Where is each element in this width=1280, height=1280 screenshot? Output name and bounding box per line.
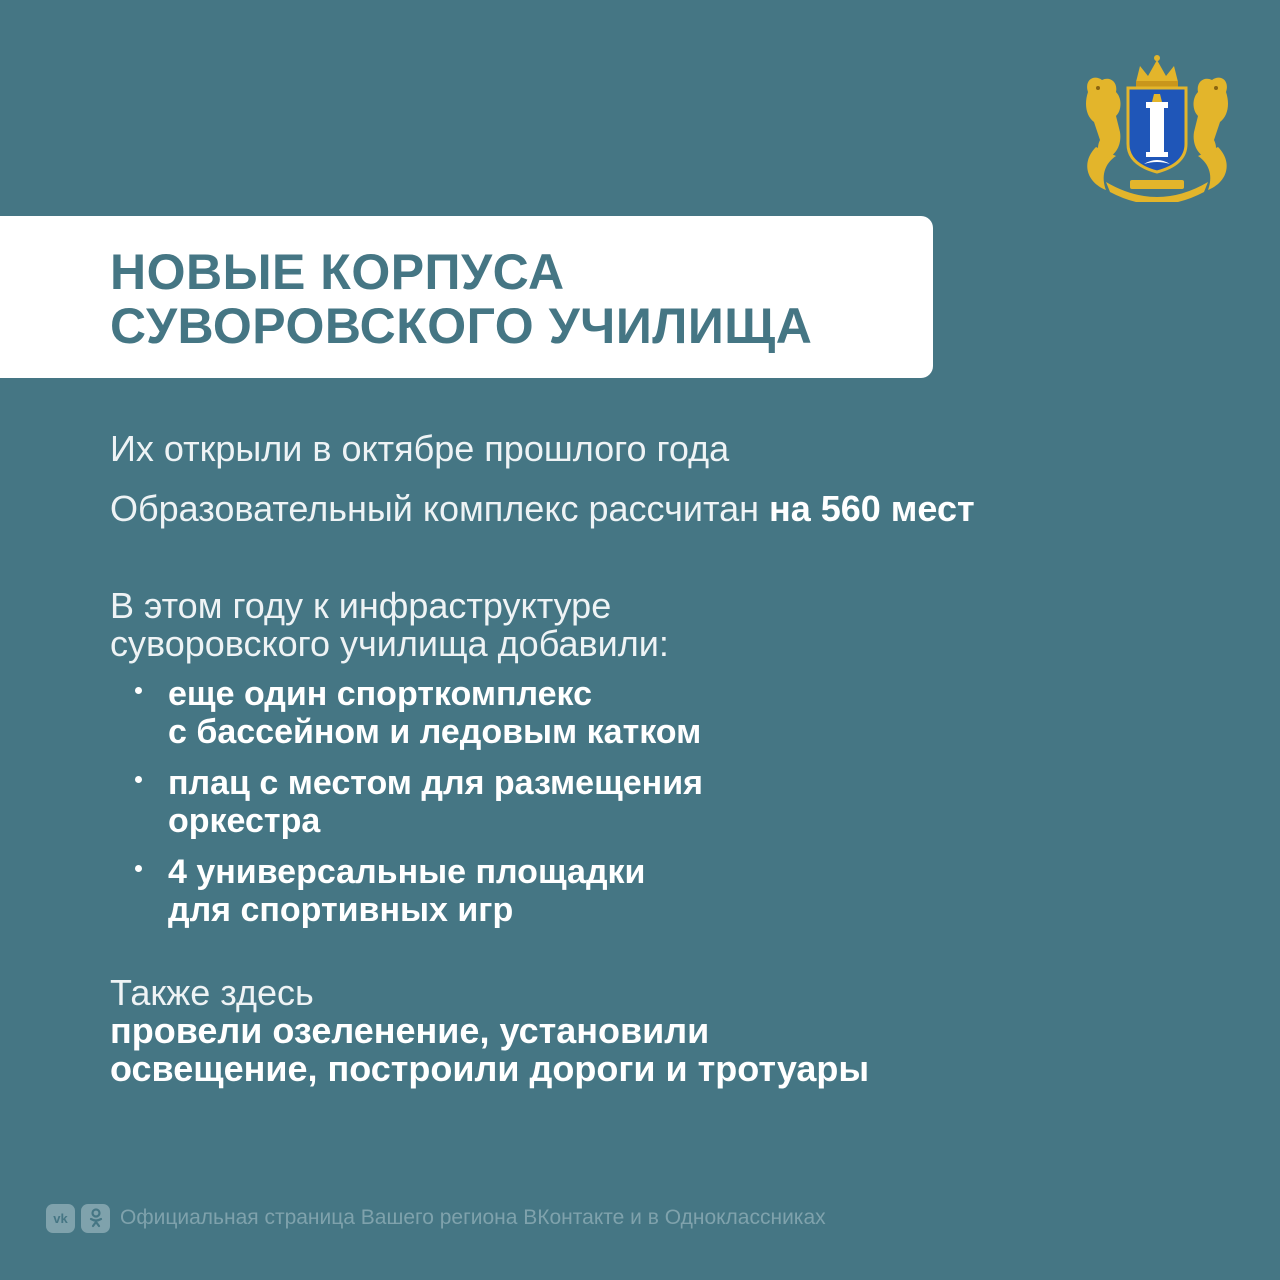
capacity-label: Образовательный комплекс рассчитан	[110, 488, 769, 529]
capacity-text	[110, 490, 975, 528]
list-item-line-1: 4 универсальные площадки	[168, 853, 646, 891]
bullet-icon	[135, 776, 142, 783]
list-item	[110, 853, 1010, 929]
closing-prefix: Также здесь	[110, 972, 314, 1013]
footer-text: Официальная страница Вашего региона ВКонтакте и в Одноклассниках	[120, 1206, 826, 1229]
list-item	[110, 764, 1010, 840]
vk-icon[interactable]: vk	[46, 1204, 75, 1233]
infrastructure-intro	[110, 587, 669, 663]
list-item-line-2: с бассейном и ледовым катком	[168, 713, 702, 751]
odnoklassniki-glyph-icon	[88, 1208, 104, 1228]
list-item-line-1: еще один спорткомплекс	[168, 675, 593, 713]
odnoklassniki-icon[interactable]	[81, 1204, 110, 1233]
page-title	[110, 245, 812, 353]
closing-text	[110, 974, 869, 1088]
infrastructure-line-2: суворовского училища добавили:	[110, 623, 669, 664]
infrastructure-line-1: В этом году к инфраструктуре	[110, 585, 612, 626]
title-line-2: СУВОРОВСКОГО УЧИЛИЩА	[110, 298, 813, 354]
list-item	[110, 675, 1010, 751]
bullet-icon	[135, 687, 142, 694]
infrastructure-list	[110, 675, 1010, 942]
list-item-line-2: оркестра	[168, 802, 321, 840]
coat-of-arms-icon	[1076, 52, 1238, 202]
list-item-line-2: для спортивных игр	[168, 891, 514, 929]
list-item-line-1: плац с местом для размещения	[168, 764, 703, 802]
closing-line-1	[110, 974, 869, 1050]
bullet-icon	[135, 865, 142, 872]
title-line-1: НОВЫЕ КОРПУСА	[110, 244, 565, 300]
closing-bold-2: освещение, построили дороги и тротуары	[110, 1048, 870, 1089]
capacity-value: на 560 мест	[768, 488, 975, 529]
closing-bold-1: провели озеленение, установили	[110, 1010, 710, 1051]
footer	[46, 1203, 826, 1233]
opened-text: Их открыли в октябре прошлого года	[110, 428, 730, 469]
